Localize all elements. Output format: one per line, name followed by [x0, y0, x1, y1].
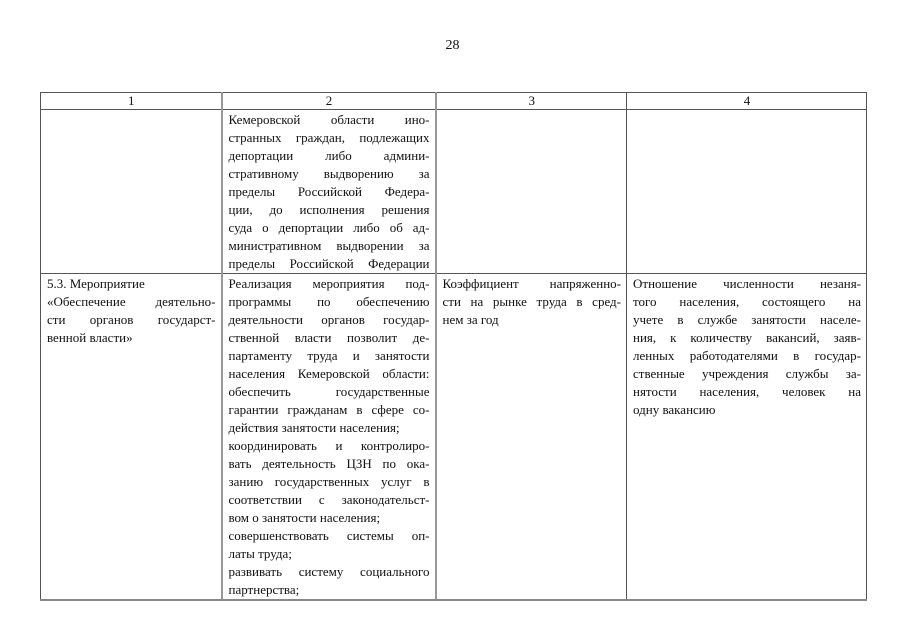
text-line: депортации либо админи-	[228, 148, 430, 163]
text-line: ции, до исполнения решения	[228, 202, 430, 217]
text-line: ственные учреждения службы за-	[633, 366, 861, 381]
header-col-3: 3	[436, 93, 627, 110]
text-line: нем за год	[442, 312, 499, 327]
text-line: Реализация мероприятия под-	[228, 276, 430, 291]
row1-col2	[222, 110, 436, 274]
text-line: пределы Российской Федерации	[228, 256, 430, 271]
table-header-row	[41, 93, 867, 110]
row1-col4	[627, 110, 867, 274]
text-line: одну вакансию	[633, 402, 716, 417]
header-col-4: 4	[627, 93, 867, 110]
text-line: партаменту труда и занятости	[228, 348, 430, 363]
row1-col1	[41, 110, 222, 274]
text-line: обеспечить государственные	[228, 384, 430, 399]
document-table	[40, 92, 867, 601]
page-number: 28	[445, 38, 460, 53]
row1-col3	[436, 110, 627, 274]
text-line: учете в службе занятости населе-	[633, 312, 861, 327]
text-line: того населения, состоящего на	[633, 294, 861, 309]
text-line: странных граждан, подлежащих	[228, 130, 430, 145]
text-line: пределы Российской Федера-	[228, 184, 430, 199]
text-line: сти органов государст-	[47, 312, 216, 327]
text-line: министративном выдворении за	[228, 238, 430, 253]
row2-col1	[41, 274, 222, 601]
text-line: Коэффициент напряженно-	[442, 276, 621, 291]
text-line: ственной власти позволит де-	[228, 330, 430, 345]
text-line: развивать систему социального	[228, 564, 430, 579]
text-line: ленных работодателями в государ-	[633, 348, 861, 363]
text-line: нятости населения, человек на	[633, 384, 861, 399]
header-col-2: 2	[222, 93, 436, 110]
text-line: совершенствовать системы оп-	[228, 528, 430, 543]
text-line: деятельности органов государ-	[228, 312, 430, 327]
text-line: ния, к количеству вакансий, заяв-	[633, 330, 861, 345]
header-col-1: 1	[41, 93, 222, 110]
text-line: 5.3. Мероприятие	[47, 276, 145, 291]
text-line: «Обеспечение деятельно-	[47, 294, 216, 309]
text-line: координировать и контролиро-	[228, 438, 430, 453]
row2-col3	[436, 274, 627, 601]
text-line: Кемеровской области ино-	[228, 112, 430, 127]
text-line: сти на рынке труда в сред-	[442, 294, 621, 309]
table-row	[41, 274, 867, 601]
text-line: Отношение численности незаня-	[633, 276, 861, 291]
text-line: программы по обеспечению	[228, 294, 430, 309]
text-line: латы труда;	[228, 546, 292, 561]
text-line: партнерства;	[228, 582, 300, 597]
text-line: действия занятости населения;	[228, 420, 400, 435]
text-line: гарантии гражданам в сфере со-	[228, 402, 430, 417]
text-line: занию государственных услуг в	[228, 474, 430, 489]
text-line: суда о депортации либо об ад-	[228, 220, 430, 235]
row2-col4	[627, 274, 867, 601]
text-line: вать деятельность ЦЗН по ока-	[228, 456, 430, 471]
text-line: населения Кемеровской области:	[228, 366, 430, 381]
table-row	[41, 110, 867, 274]
text-line: вом о занятости населения;	[228, 510, 381, 525]
text-line: венной власти»	[47, 330, 133, 345]
row2-col2	[222, 274, 436, 601]
text-line: соответствии с законодательст-	[228, 492, 430, 507]
text-line: стративному выдворению за	[228, 166, 430, 181]
